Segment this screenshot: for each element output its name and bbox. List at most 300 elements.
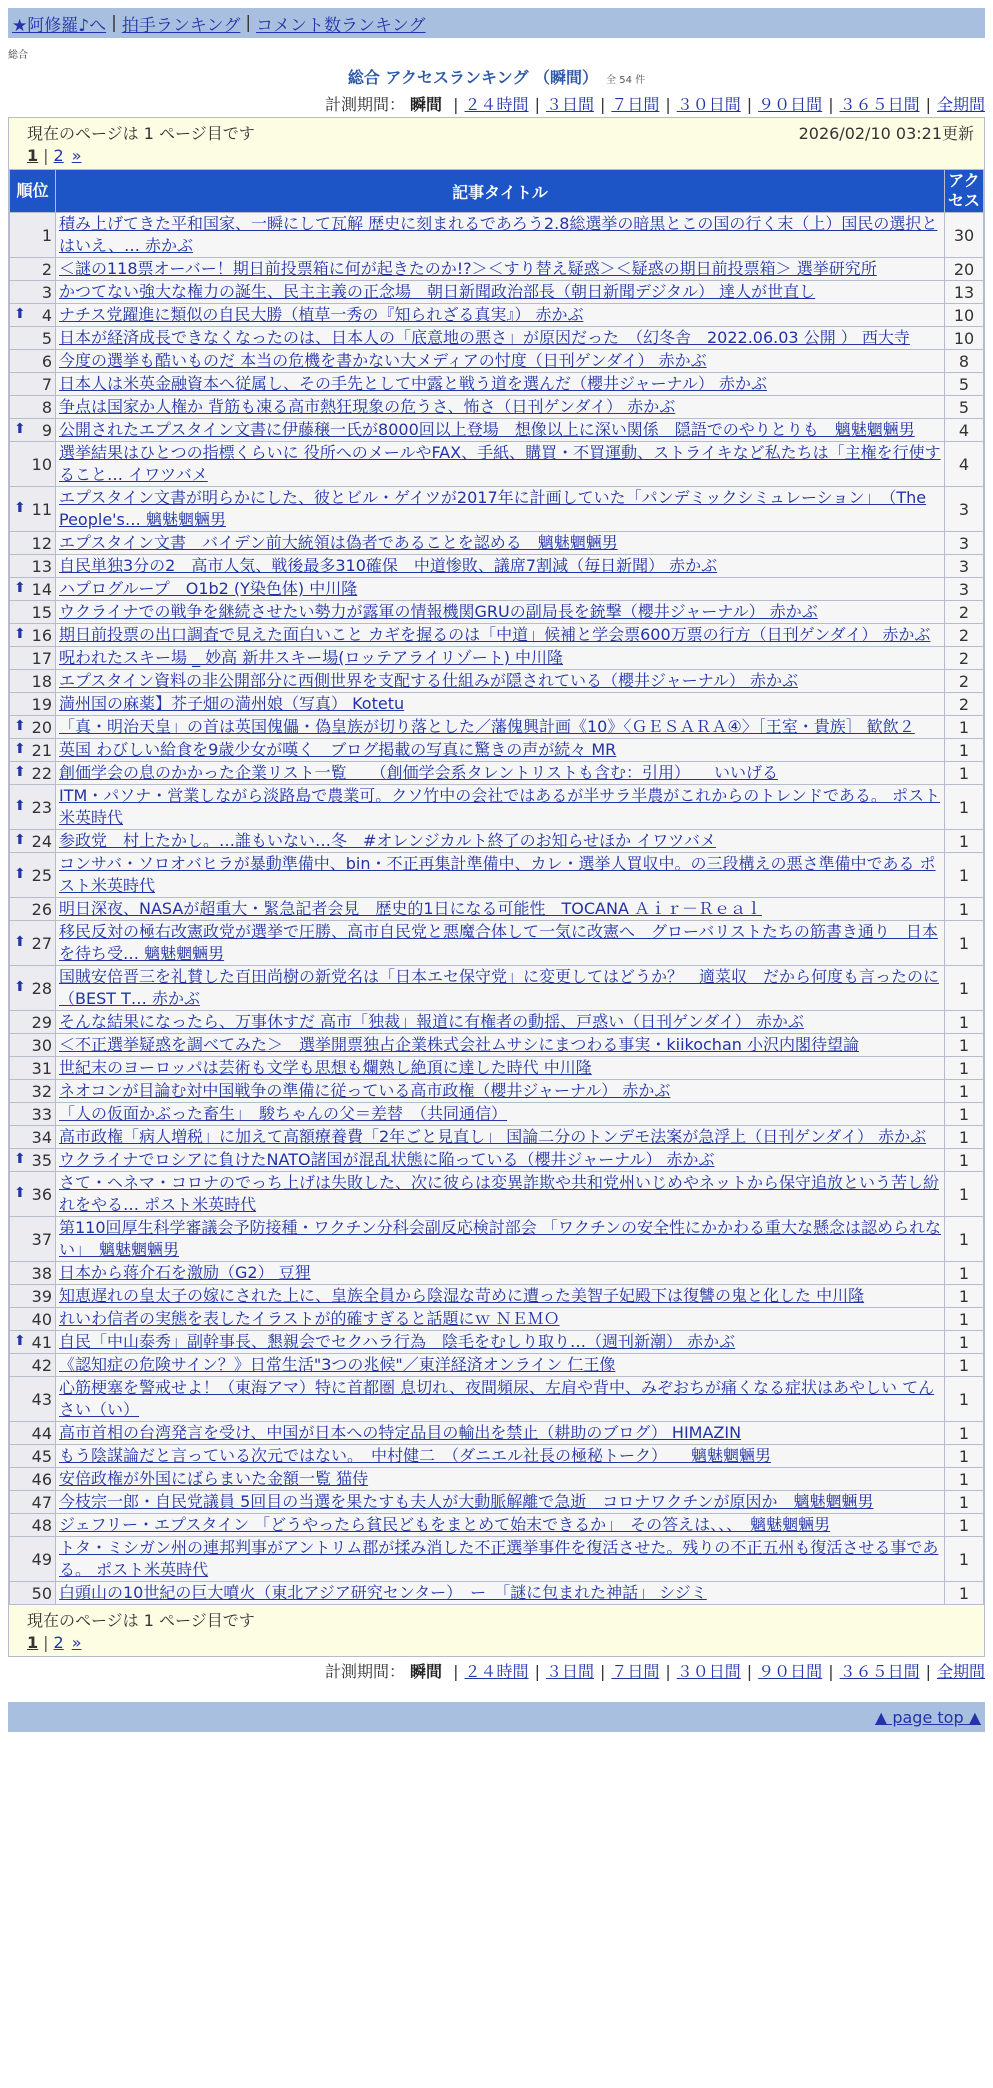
- period-link[interactable]: ３日間: [545, 95, 594, 114]
- article-title-link[interactable]: 国賊安倍晋三を礼賛した百田尚樹の新党名は「日本エセ保守党」に変更してはどうか？ 適菜収 だから何度も言ったのに（BEST T… 赤かぶ: [59, 967, 940, 1008]
- rank-cell: [10, 1537, 56, 1582]
- rank-cell: [10, 1331, 56, 1354]
- title-cell: [56, 1172, 945, 1217]
- rank-cell: [10, 1217, 56, 1262]
- rank-number: 16: [31, 625, 52, 645]
- access-count: 1: [945, 1354, 984, 1377]
- rank-cell: [10, 532, 56, 555]
- article-title-link[interactable]: ナチス党躍進に類似の自民大勝（植草一秀の『知られざる真実』） 赤かぶ: [59, 305, 584, 324]
- article-title-link[interactable]: ジェフリー・エプスタイン 「どうやったら貧民どもをまとめて始末できるか」 その答えは、、、 魑魅魍魎男: [59, 1515, 831, 1534]
- title-cell: [56, 281, 945, 304]
- access-count: 3: [945, 487, 984, 532]
- rank-number: 38: [31, 1263, 52, 1283]
- pager-current-bottom: 1: [27, 1632, 39, 1652]
- comment-ranking-link[interactable]: コメント数ランキング: [256, 15, 426, 36]
- article-title-link[interactable]: かつてない強大な権力の誕生、民主主義の正念場 朝日新聞政治部長（朝日新聞デジタル） 達人が世直し: [59, 282, 816, 301]
- article-title-link[interactable]: 安倍政権が外国にばらまいた金額一覧 猫侍: [59, 1469, 369, 1488]
- period-link[interactable]: ３０日間: [676, 95, 741, 114]
- article-title-link[interactable]: 白頭山の10世紀の巨大噴火（東北アジア研究センター） ー 「謎に包まれた神話」 シジミ: [59, 1583, 707, 1602]
- rank-cell: [10, 1377, 56, 1422]
- rank-number: 28: [31, 978, 52, 998]
- access-count: 3: [945, 532, 984, 555]
- rank-cell: [10, 373, 56, 396]
- table-row: [10, 1468, 984, 1491]
- table-row: [10, 373, 984, 396]
- rank-number: 36: [31, 1184, 52, 1204]
- access-count: 4: [945, 442, 984, 487]
- title-cell: [56, 830, 945, 853]
- rank-up-arrow-icon: ⬆: [14, 305, 26, 322]
- table-row: [10, 670, 984, 693]
- pager-bottom: 1 | 2 »: [27, 1632, 82, 1652]
- article-title-link[interactable]: 「人の仮面かぶった畜生」 駿ちゃんの父＝差替 （共同通信）: [59, 1104, 508, 1123]
- access-count: 1: [945, 1514, 984, 1537]
- table-row: [10, 532, 984, 555]
- access-count: 20: [945, 258, 984, 281]
- period-selector-bottom: [0, 1659, 985, 1682]
- article-title-link[interactable]: 第110回厚生科学審議会予防接種・ワクチン分科会副反応検討部会 「ワクチンの安全性にかかわる重大な懸念は認められない」 魑魅魍魎男: [59, 1218, 942, 1259]
- table-row: [10, 1537, 984, 1582]
- title-cell: [56, 350, 945, 373]
- article-title-link[interactable]: 《認知症の危険サイン？》日常生活"3つの兆候"／東洋経済オンライン 仁王像: [59, 1355, 616, 1374]
- rank-cell: [10, 555, 56, 578]
- rank-number: 17: [31, 648, 52, 668]
- table-row: [10, 327, 984, 350]
- rank-up-arrow-icon: ⬆: [14, 797, 26, 814]
- title-cell: [56, 1582, 945, 1605]
- access-count: 1: [945, 1103, 984, 1126]
- period-label: 計測期間：: [324, 95, 405, 114]
- title-cell: [56, 1217, 945, 1262]
- table-row: [10, 1514, 984, 1537]
- title-cell: [56, 1057, 945, 1080]
- title-cell: [56, 1331, 945, 1354]
- rank-up-arrow-icon: ⬆: [14, 865, 26, 882]
- rank-cell: [10, 1034, 56, 1057]
- rank-cell: [10, 966, 56, 1011]
- rank-cell: [10, 785, 56, 830]
- article-title-link[interactable]: 自民単独3分の2 高市人気、戦後最多310確保 中道惨敗、議席7割減（毎日新聞） 赤かぶ: [59, 556, 718, 575]
- table-row: [10, 1582, 984, 1605]
- rank-cell: [10, 1468, 56, 1491]
- access-count: 3: [945, 555, 984, 578]
- title-cell: [56, 1354, 945, 1377]
- rank-number: 21: [31, 740, 52, 760]
- article-title-link[interactable]: ハプログループ O1b2 (Y染色体) 中川隆: [59, 579, 358, 598]
- access-count: 10: [945, 327, 984, 350]
- article-title-link[interactable]: 呪われたスキー場 _ 妙高 新井スキー場(ロッテアライリゾート) 中川隆: [59, 648, 564, 667]
- rank-number: 43: [31, 1389, 52, 1409]
- access-count: 1: [945, 1445, 984, 1468]
- title-cell: [56, 1422, 945, 1445]
- access-count: 5: [945, 373, 984, 396]
- rank-number: 29: [31, 1012, 52, 1032]
- rank-cell: [10, 921, 56, 966]
- table-row: [10, 739, 984, 762]
- table-row: [10, 762, 984, 785]
- access-count: 1: [945, 739, 984, 762]
- article-title-link[interactable]: 今枝宗一郎・自民党議員 5回目の当選を果たすも夫人が大動脈解離で急逝 コロナワクチンが原因か 魑魅魍魎男: [59, 1492, 874, 1511]
- period-link[interactable]: ２４時間: [464, 95, 529, 114]
- access-count: 1: [945, 1537, 984, 1582]
- title-cell: [56, 304, 945, 327]
- rank-up-arrow-icon: ⬆: [14, 933, 26, 950]
- access-count: 13: [945, 281, 984, 304]
- access-count: 2: [945, 601, 984, 624]
- rank-number: 9: [41, 420, 52, 440]
- access-count: 1: [945, 1217, 984, 1262]
- rank-number: 4: [41, 305, 52, 325]
- title-cell: [56, 966, 945, 1011]
- table-row: [10, 1422, 984, 1445]
- rank-number: 18: [31, 671, 52, 691]
- rank-up-arrow-icon: ⬆: [14, 717, 26, 734]
- article-title-link[interactable]: 参政党 村上たかし。…誰もいない…冬 #オレンジカルト終了のお知らせほか イワツバメ: [59, 831, 716, 850]
- period-link[interactable]: ９０日間: [758, 95, 823, 114]
- table-row: [10, 1308, 984, 1331]
- period-label-bottom: 計測期間：: [324, 1662, 405, 1681]
- table-row: [10, 1354, 984, 1377]
- table-row: [10, 716, 984, 739]
- rank-number: 37: [31, 1229, 52, 1249]
- article-title-link[interactable]: 「真・明治天皇」の首は英国傀儡・偽皇族が切り落とした／藩傀興計画《10》〈ＧＥＳＡＲＡ④〉［王室・貴族］ 歓飲２: [59, 717, 915, 736]
- rank-up-arrow-icon: ⬆: [14, 499, 26, 516]
- access-count: 2: [945, 624, 984, 647]
- access-count: 1: [945, 830, 984, 853]
- pager-next-arrow-bottom[interactable]: »: [71, 1632, 82, 1652]
- rank-number: 46: [31, 1469, 52, 1489]
- title-cell: [56, 1468, 945, 1491]
- rank-cell: [10, 1582, 56, 1605]
- article-title-link[interactable]: 日本から蒋介石を激励（G2） 豆狸: [59, 1263, 311, 1282]
- table-row: [10, 1491, 984, 1514]
- title-cell: [56, 213, 945, 258]
- rank-up-arrow-icon: ⬆: [14, 740, 26, 757]
- title-cell: [56, 921, 945, 966]
- article-title-link[interactable]: 創価学会の息のかかった企業リスト一覧 （創価学会系タレントリストも含む：引用） いいげる: [59, 763, 778, 782]
- rank-number: 35: [31, 1150, 52, 1170]
- title-cell: [56, 624, 945, 647]
- access-count: 1: [945, 1582, 984, 1605]
- table-row: [10, 1034, 984, 1057]
- rank-cell: [10, 830, 56, 853]
- article-title-link[interactable]: 日本人は米英金融資本へ従属し、その手先として中露と戦う道を選んだ（櫻井ジャーナル） 赤かぶ: [59, 374, 767, 393]
- applause-ranking-link[interactable]: 拍手ランキング: [121, 15, 241, 36]
- access-count: 10: [945, 304, 984, 327]
- period-link-bottom[interactable]: 全期間: [936, 1662, 985, 1681]
- access-count: 2: [945, 670, 984, 693]
- rank-number: 3: [41, 282, 52, 302]
- table-row: [10, 853, 984, 898]
- table-row: [10, 555, 984, 578]
- rank-number: 39: [31, 1286, 52, 1306]
- period-link-bottom[interactable]: ７日間: [611, 1662, 660, 1681]
- period-links-bottom: | ２４時間 | ３日間 | ７日間 | ３０日間 | ９０日間 | ３６５日間 | 全期間: [453, 1662, 985, 1681]
- pager-page-2[interactable]: 2: [53, 145, 64, 165]
- access-count: 5: [945, 396, 984, 419]
- access-count: 1: [945, 853, 984, 898]
- rank-cell: [10, 1422, 56, 1445]
- rank-cell: [10, 1172, 56, 1217]
- rank-up-arrow-icon: ⬆: [14, 1184, 26, 1201]
- article-title-link[interactable]: 高市首相の台湾発言を受け、中国が日本への特定品目の輸出を禁止（耕助のブログ） HIMAZIN: [59, 1423, 742, 1442]
- article-title-link[interactable]: ＜謎の118票オーバー！期日前投票箱に何が起きたのか!?＞＜すり替え疑惑＞＜疑惑の期日前投票箱＞ 選挙研究所: [59, 259, 877, 278]
- table-row: [10, 921, 984, 966]
- access-count: 2: [945, 647, 984, 670]
- title-cell: [56, 532, 945, 555]
- period-link-bottom[interactable]: ９０日間: [758, 1662, 823, 1681]
- rank-cell: [10, 647, 56, 670]
- rank-cell: [10, 739, 56, 762]
- access-count: 1: [945, 1172, 984, 1217]
- access-count: 1: [945, 1034, 984, 1057]
- table-row: [10, 601, 984, 624]
- table-row: [10, 966, 984, 1011]
- table-row: [10, 258, 984, 281]
- article-title-link[interactable]: ITM・パソナ・営業しながら淡路島で農業可。クソ竹中の会社ではあるが半サラ半農がこれからのトレンドである。 ポスト米英時代: [59, 786, 940, 827]
- rank-cell: [10, 578, 56, 601]
- article-title-link[interactable]: エプスタイン文書 バイデン前大統領は偽者であることを認める 魑魅魍魎男: [59, 533, 618, 552]
- article-title-link[interactable]: エプスタイン文書が明らかにした、彼とビル・ゲイツが2017年に計画していた「パンデミックシミュレーション」 （The People's… 魑魅魍魎男: [59, 488, 927, 529]
- access-count: 1: [945, 1468, 984, 1491]
- rank-number: 11: [31, 499, 52, 519]
- current-page-text: 現在のページは 1 ページ目です: [27, 123, 255, 143]
- article-title-link[interactable]: ウクライナでの戦争を継続させたい勢力が露軍の情報機関GRUの副局長を銃撃（櫻井ジャーナル） 赤かぶ: [59, 602, 818, 621]
- access-count: 1: [945, 1377, 984, 1422]
- title-cell: [56, 1011, 945, 1034]
- article-title-link[interactable]: ウクライナでロシアに負けたNATO諸国が混乱状態に陥っている（櫻井ジャーナル） 赤かぶ: [59, 1150, 715, 1169]
- rank-number: 34: [31, 1127, 52, 1147]
- table-row: [10, 1445, 984, 1468]
- table-row: [10, 1149, 984, 1172]
- rank-cell: [10, 601, 56, 624]
- table-row: [10, 1172, 984, 1217]
- article-title-link[interactable]: 知恵遅れの皇太子の嫁にされた上に、皇族全員から陰湿な苛めに遭った美智子妃殿下は復讐の鬼と化した 中川隆: [59, 1286, 865, 1305]
- period-link[interactable]: ３６５日間: [839, 95, 920, 114]
- table-row: [10, 1057, 984, 1080]
- rank-cell: [10, 853, 56, 898]
- table-row: [10, 785, 984, 830]
- category-label: 総合: [8, 50, 28, 61]
- title-cell: [56, 258, 945, 281]
- article-title-link[interactable]: もう陰謀論だと言っている次元ではない。 中村健二 （ダニエル社長の極秘トーク） 魑魅魍魎男: [59, 1446, 772, 1465]
- title-cell: [56, 442, 945, 487]
- total-count: 全 54 件: [606, 75, 646, 86]
- rank-cell: [10, 762, 56, 785]
- rank-cell: [10, 1491, 56, 1514]
- access-count: 1: [945, 716, 984, 739]
- access-count: 8: [945, 350, 984, 373]
- page-top-link[interactable]: ▲ page top ▲: [874, 1707, 981, 1727]
- article-title-link[interactable]: そんな結果になったら、万事休すだ 高市「独裁」報道に有権者の動揺、戸惑い（日刊ゲンダイ） 赤かぶ: [59, 1012, 804, 1031]
- page-title-text: 総合 アクセスランキング （瞬間）: [347, 68, 599, 87]
- access-count: 1: [945, 1057, 984, 1080]
- access-count: 1: [945, 1491, 984, 1514]
- article-title-link[interactable]: エプスタイン資料の非公開部分に西側世界を支配する仕組みが隠されている（櫻井ジャーナル） 赤かぶ: [59, 671, 799, 690]
- rank-number: 7: [41, 374, 52, 394]
- access-count: 1: [945, 1126, 984, 1149]
- title-cell: [56, 555, 945, 578]
- rank-up-arrow-icon: ⬆: [14, 978, 26, 995]
- rank-number: 1: [41, 225, 52, 245]
- title-cell: [56, 1308, 945, 1331]
- article-title-link[interactable]: 世紀末のヨーロッパは芸術も文学も思想も爛熟し絶頂に達した時代 中川隆: [59, 1058, 592, 1077]
- table-row: [10, 1262, 984, 1285]
- period-current-bottom: 瞬間: [410, 1662, 443, 1681]
- access-count: 4: [945, 419, 984, 442]
- table-row: [10, 350, 984, 373]
- article-title-link[interactable]: 積み上げてきた平和国家、一瞬にして瓦解 歴史に刻まれるであろう2.8総選挙の暗黒とこの国の行く末（上）国民の選択とはいえ、… 赤かぶ: [59, 214, 938, 255]
- article-title-link[interactable]: 日本が経済成長できなくなったのは、日本人の「底意地の悪さ」が原因だった （幻冬舎 2022.06.03 公開 ） 西大寺: [59, 328, 910, 347]
- article-title-link[interactable]: 移民反対の極右改憲政党が選挙で圧勝、高市自民党と悪魔合体して一気に改憲へ グローバリストたちの筋書き通り 日本を待ち受… 魑魅魍魎男: [59, 922, 938, 963]
- pager-current: 1: [27, 145, 39, 165]
- article-title-link[interactable]: さて・ヘネマ・コロナのでっち上げは失敗した、次に彼らは変異詐欺や共和党州いじめやネットから保守追放という苦し紛れをやる… ポスト米英時代: [59, 1173, 940, 1214]
- table-row: [10, 578, 984, 601]
- article-title-link[interactable]: トタ・ミシガン州の連邦判事がアントリム郡が揉み消した不正選挙事件を復活させた。残りの不正五州も復活させる事である。 ポスト米英時代: [59, 1538, 939, 1579]
- title-cell: [56, 1262, 945, 1285]
- updated-timestamp: 2026/02/10 03:21更新: [798, 123, 974, 143]
- rank-cell: [10, 1354, 56, 1377]
- article-title-link[interactable]: コンサバ・ソロオバヒラが暴動準備中、bin・不正再集計準備中、カレ・選挙人買収中。の三段構えの悪さ準備中である ポスト米英時代: [59, 854, 936, 895]
- title-cell: [56, 487, 945, 532]
- period-link[interactable]: 全期間: [936, 95, 985, 114]
- rank-number: 41: [31, 1332, 52, 1352]
- table-row: [10, 898, 984, 921]
- title-cell: [56, 1537, 945, 1582]
- rank-cell: [10, 716, 56, 739]
- rank-cell: [10, 1308, 56, 1331]
- rank-number: 30: [31, 1035, 52, 1055]
- rank-cell: [10, 487, 56, 532]
- rank-number: 5: [41, 328, 52, 348]
- rank-cell: [10, 1149, 56, 1172]
- period-link[interactable]: ７日間: [611, 95, 660, 114]
- pager: 1 | 2 »: [27, 145, 82, 165]
- home-link[interactable]: ★阿修羅♪へ: [12, 15, 107, 36]
- table-row: [10, 419, 984, 442]
- access-count: 1: [945, 921, 984, 966]
- rank-number: 14: [31, 579, 52, 599]
- title-cell: [56, 327, 945, 350]
- rank-number: 8: [41, 397, 52, 417]
- period-link-bottom[interactable]: ２４時間: [464, 1662, 529, 1681]
- table-row: [10, 1011, 984, 1034]
- article-title-link[interactable]: 期日前投票の出口調査で見えた面白いこと カギを握るのは「中道」候補と学会票600万票の行方（日刊ゲンダイ） 赤かぶ: [59, 625, 931, 644]
- article-title-link[interactable]: 満州国の麻薬】芥子畑の満州娘（写真） Kotetu: [59, 694, 405, 713]
- info-bar-top: [9, 118, 984, 169]
- rank-number: 12: [31, 533, 52, 553]
- table-row: [10, 624, 984, 647]
- rank-number: 25: [31, 865, 52, 885]
- article-title-link[interactable]: 今度の選挙も酷いものだ 本当の危機を書かない大メディアの忖度（日刊ゲンダイ） 赤かぶ: [59, 351, 707, 370]
- header-count: アクセス: [945, 170, 984, 213]
- article-title-link[interactable]: 公開されたエプスタイン文書に伊藤穣一氏が8000回以上登場 想像以上に深い関係 隠語でのやりとりも 魑魅魍魎男: [59, 420, 915, 439]
- rank-number: 24: [31, 831, 52, 851]
- period-link-bottom[interactable]: ３６５日間: [839, 1662, 920, 1681]
- article-title-link[interactable]: 明日深夜、NASAが超重大・緊急記者会見 歴史的1日になる可能性 TOCANA Ａｉｒ－Ｒｅａｌ: [59, 899, 762, 918]
- rank-cell: [10, 281, 56, 304]
- article-title-link[interactable]: ネオコンが目論む対中国戦争の準備に従っている高市政権（櫻井ジャーナル） 赤かぶ: [59, 1081, 671, 1100]
- access-count: 1: [945, 898, 984, 921]
- rank-number: 23: [31, 797, 52, 817]
- article-title-link[interactable]: ＜不正選挙疑惑を調べてみた＞ 選挙開票独占企業株式会社ムサシにまつわる事実・kiikochan 小沢内閣待望論: [59, 1035, 859, 1054]
- access-count: 1: [945, 1308, 984, 1331]
- table-row: [10, 487, 984, 532]
- rank-number: 31: [31, 1058, 52, 1078]
- rank-number: 22: [31, 763, 52, 783]
- rank-cell: [10, 1514, 56, 1537]
- table-row: [10, 693, 984, 716]
- title-cell: [56, 716, 945, 739]
- rank-cell: [10, 1057, 56, 1080]
- rank-number: 20: [31, 717, 52, 737]
- article-title-link[interactable]: れいわ信者の実態を表したイラストが的確すぎると話題にｗ ＮＥＭＯ: [59, 1309, 560, 1328]
- rank-number: 19: [31, 694, 52, 714]
- rank-cell: [10, 1285, 56, 1308]
- period-link-bottom[interactable]: ３日間: [545, 1662, 594, 1681]
- article-title-link[interactable]: 争点は国家か人権か 背筋も凍る高市熱狂現象の危うさ、怖さ（日刊ゲンダイ） 赤かぶ: [59, 397, 676, 416]
- rank-cell: [10, 1103, 56, 1126]
- title-cell: [56, 1445, 945, 1468]
- rank-up-arrow-icon: ⬆: [14, 763, 26, 780]
- access-count: 1: [945, 1011, 984, 1034]
- title-cell: [56, 853, 945, 898]
- title-cell: [56, 898, 945, 921]
- title-cell: [56, 1034, 945, 1057]
- table-row: [10, 396, 984, 419]
- rank-cell: [10, 624, 56, 647]
- rank-up-arrow-icon: ⬆: [14, 1332, 26, 1349]
- article-title-link[interactable]: 英国 わびしい給食を9歳少女が嘆く ブログ掲載の写真に驚きの声が続々 MR: [59, 740, 617, 759]
- rank-number: 50: [31, 1583, 52, 1603]
- pager-next-arrow[interactable]: »: [71, 145, 82, 165]
- rank-cell: [10, 1262, 56, 1285]
- rank-cell: [10, 1126, 56, 1149]
- title-cell: [56, 1514, 945, 1537]
- rank-cell: [10, 670, 56, 693]
- table-row: [10, 1126, 984, 1149]
- article-title-link[interactable]: 高市政権「病人増税」に加えて高額療養費「2年ごと見直し」 国論二分のトンデモ法案が急浮上（日刊ゲンダイ） 赤かぶ: [59, 1127, 927, 1146]
- access-count: 1: [945, 966, 984, 1011]
- table-row: [10, 304, 984, 327]
- period-link-bottom[interactable]: ３０日間: [676, 1662, 741, 1681]
- period-links: | ２４時間 | ３日間 | ７日間 | ３０日間 | ９０日間 | ３６５日間 | 全期間: [453, 95, 985, 114]
- access-count: 2: [945, 693, 984, 716]
- article-title-link[interactable]: 自民「中山泰秀」副幹事長、懇親会でセクハラ行為 陰毛をむしり取り…（週刊新潮） 赤かぶ: [59, 1332, 736, 1351]
- rank-number: 2: [41, 259, 52, 279]
- rank-number: 48: [31, 1515, 52, 1535]
- title-cell: [56, 647, 945, 670]
- table-row: [10, 1217, 984, 1262]
- rank-cell: [10, 327, 56, 350]
- rank-number: 6: [41, 351, 52, 371]
- pager-page-2-bottom[interactable]: 2: [53, 1632, 64, 1652]
- rank-cell: [10, 213, 56, 258]
- rank-cell: [10, 258, 56, 281]
- header-rank: 順位: [10, 170, 56, 213]
- rank-cell: [10, 1011, 56, 1034]
- current-page-text-bottom: 現在のページは 1 ページ目です: [27, 1610, 255, 1630]
- access-count: 30: [945, 213, 984, 258]
- info-bar-bottom: [9, 1605, 984, 1656]
- article-title-link[interactable]: 選挙結果はひとつの指標くらいに 役所へのメールやFAX、手紙、購買・不買運動、ストライキなど私たちは「主権を行使すること… イワツバメ: [59, 443, 941, 484]
- article-title-link[interactable]: 心筋梗塞を警戒せよ！（東海アマ）特に首都圏 息切れ、夜間頻尿、左肩や背中、みぞおちが痛くなる症状はあやしい てんさい（い）: [59, 1378, 935, 1419]
- table-row: [10, 442, 984, 487]
- period-selector: [0, 92, 985, 115]
- title-cell: [56, 578, 945, 601]
- rank-number: 33: [31, 1104, 52, 1124]
- title-cell: [56, 1149, 945, 1172]
